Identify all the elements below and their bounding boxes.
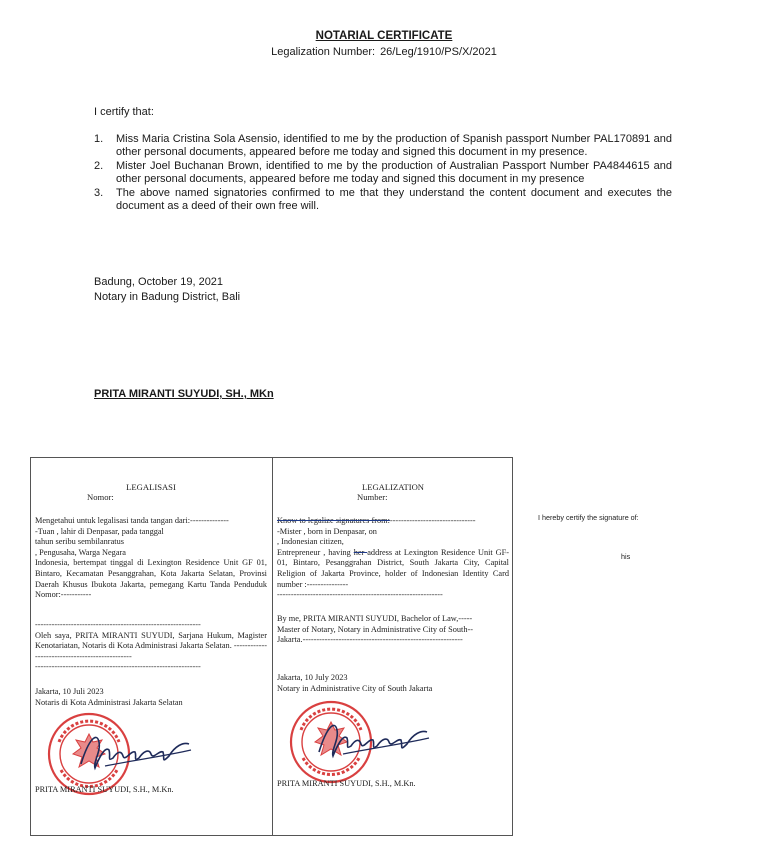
place-date: Badung, October 19, 2021 [94,276,224,288]
list-item-number: 1. [94,133,104,145]
legalization-signer: PRITA MIRANTI SUYUDI, S.H., M.Kn. [277,779,416,788]
legalisasi-indonesian-column [35,458,267,835]
legalisasi-notary-statement: ------------------------------------------------------------ Oleh saya, PRITA MIRANTI SUYUDI, Sarjana Hukum, Magister Kenotariatan, Notaris di Kota Administrasi Jakarta Selatan. ----------------------------------------------- ------------------------------------------------------------ [35,620,267,672]
certify-intro: I certify that: [94,106,154,118]
list-item [94,187,672,214]
legalization-body [277,516,509,601]
notary-district: Notary in Badung District, Bali [94,291,241,303]
legalization-body-end: address at Lexington Residence Unit GF-01, Bintaro, Pesanggrahan District, South Jakarta City, Capital Religion of Jakarta Province, holder of Indonesian Identity Card number :--------------- ------------------------------------------------------------ [277,547,510,600]
legalisasi-heading: LEGALISASI [126,482,176,492]
list-item-text: Mister Joel Buchanan Brown, identified to me by the production of Australian Passport Number PA4844615 and other personal documents, appeared before me today and signed this document in my presence [116,159,672,186]
side-note: I hereby certify the signature of: [538,513,639,522]
legalization-number [0,46,768,58]
certification-list [94,133,672,213]
legalisasi-date: Jakarta, 10 Juli 2023 Notaris di Kota Administrasi Jakarta Selatan [35,687,183,707]
list-item-number: 2. [94,159,104,172]
legalisasi-body: Mengetahui untuk legalisasi tanda tangan dari:-------------- -Tuan , lahir di Denpasar, pada tanggal tahun seribu sembilanratus , Pengusaha, Warga Negara Indonesia, bertempat tinggal di Lexington Residence Unit GF 01, Bintaro, Kecamatan Pesanggrahan, Kota Jakarta Selatan, Provinsi Daerah Khusus Ibukota Jakarta, pemegang Kartu Tanda Penduduk Nomor:----------- [35,516,267,600]
struck-text-her: her [353,547,368,557]
number-label: Number: [357,492,388,502]
legalization-date: Jakarta, 10 July 2023 Notary in Administrative City of South Jakarta [277,673,433,693]
list-item-text: The above named signatories confirmed to me that they understand the content document and executes the document as a deed of their own free will. [116,186,672,213]
legalization-label: Legalization Number: [271,46,376,58]
column-divider [272,458,273,835]
legalisasi-signer: PRITA MIRANTI SUYUDI, S.H., M.Kn. [35,785,174,794]
notary-name: PRITA MIRANTI SUYUDI, SH., MKn [94,388,274,400]
legalization-notary-statement: By me, PRITA MIRANTI SUYUDI, Bachelor of Law,----- Master of Notary, Notary in Administrative City of South-- Jakarta.---------------------------------------------------------- [277,614,474,645]
certificate-title: NOTARIAL CERTIFICATE [315,30,453,42]
legalization-body-text: ------------------------------- -Mister , born in Denpasar, on , Indonesian citizen, Entrepreneur , having [277,516,476,557]
list-item [94,160,672,187]
legalization-heading: LEGALIZATION [361,482,425,492]
legalization-english-column [277,458,509,835]
list-item [94,133,672,160]
notary-signature-icon [313,716,433,760]
list-item-number: 3. [94,186,104,199]
list-item-text: Miss Maria Cristina Sola Asensio, identified to me by the production of Spanish passport Number PAL170891 and other personal documents, appeared before me today and signed this document in my presence. [116,133,672,159]
side-note-his: his [621,552,631,561]
notary-signature-icon [75,728,195,772]
nomor-label: Nomor: [87,492,114,502]
legalization-value: 26/Leg/1910/PS/X/2021 [380,46,497,58]
legalization-table [30,457,513,836]
struck-text: Know to legalize signatures from: [277,516,390,525]
